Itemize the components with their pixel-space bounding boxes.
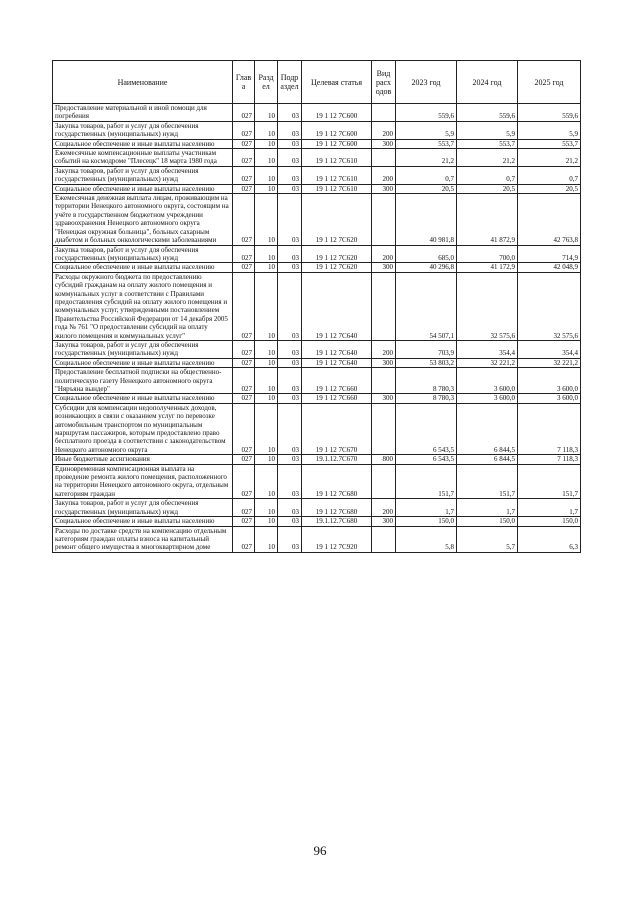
cell-vid bbox=[372, 403, 396, 454]
cell-podrazdel: 03 bbox=[278, 184, 302, 193]
cell-2025: 7 118,3 bbox=[518, 455, 581, 464]
table-row bbox=[53, 455, 581, 464]
cell-2024: 559,6 bbox=[457, 104, 518, 122]
cell-glava: 027 bbox=[233, 358, 255, 367]
cell-vid bbox=[372, 149, 396, 167]
header-2023: 2023 год bbox=[396, 61, 457, 104]
cell-razdel: 10 bbox=[255, 455, 278, 464]
cell-podrazdel: 03 bbox=[278, 263, 302, 272]
cell-podrazdel: 03 bbox=[278, 499, 302, 517]
cell-2024: 32 221,2 bbox=[457, 358, 518, 367]
cell-razdel: 10 bbox=[255, 464, 278, 499]
cell-vid bbox=[372, 104, 396, 122]
table-header-row bbox=[53, 61, 581, 104]
cell-2024: 21,2 bbox=[457, 149, 518, 167]
page-number: 96 bbox=[313, 843, 327, 858]
table-row bbox=[53, 358, 581, 367]
cell-podrazdel: 03 bbox=[278, 368, 302, 394]
cell-2024: 3 600,0 bbox=[457, 368, 518, 394]
cell-2024: 5,9 bbox=[457, 121, 518, 139]
cell-podrazdel: 03 bbox=[278, 139, 302, 148]
cell-podrazdel: 03 bbox=[278, 358, 302, 367]
cell-vid bbox=[372, 194, 396, 245]
cell-name: Социальное обеспечение и иные выплаты населению bbox=[53, 184, 233, 193]
cell-glava: 027 bbox=[233, 368, 255, 394]
cell-2023: 40 296,8 bbox=[396, 263, 457, 272]
cell-name: Расходы по доставке средств на компенсацию отдельным категориям граждан оплаты взноса на капитальный ремонт общего имущества в многоквартирном доме bbox=[53, 526, 233, 552]
cell-glava: 027 bbox=[233, 184, 255, 193]
cell-statya: 19 1 12 7С920 bbox=[302, 526, 372, 552]
cell-razdel: 10 bbox=[255, 499, 278, 517]
cell-vid bbox=[372, 464, 396, 499]
cell-vid: 300 bbox=[372, 358, 396, 367]
cell-statya: 19.1.12.7С680 bbox=[302, 517, 372, 526]
cell-2024: 5,7 bbox=[457, 526, 518, 552]
header-2025: 2025 год bbox=[518, 61, 581, 104]
cell-podrazdel: 03 bbox=[278, 403, 302, 454]
cell-razdel: 10 bbox=[255, 517, 278, 526]
cell-statya: 19 1 12 7С680 bbox=[302, 499, 372, 517]
cell-statya: 19 1 12 7С670 bbox=[302, 403, 372, 454]
cell-2025: 559,6 bbox=[518, 104, 581, 122]
cell-name: Закупка товаров, работ и услуг для обеспечения государственных (муниципальных) нужд bbox=[53, 499, 233, 517]
cell-2024: 6 844,5 bbox=[457, 403, 518, 454]
cell-2023: 8 780,3 bbox=[396, 394, 457, 403]
cell-2023: 703,9 bbox=[396, 340, 457, 358]
cell-2024: 553,7 bbox=[457, 139, 518, 148]
cell-2025: 151,7 bbox=[518, 464, 581, 499]
cell-2025: 0,7 bbox=[518, 166, 581, 184]
cell-name: Предоставление материальной и иной помощи для погребения bbox=[53, 104, 233, 122]
table-row bbox=[53, 139, 581, 148]
cell-razdel: 10 bbox=[255, 340, 278, 358]
cell-name: Закупка товаров, работ и услуг для обеспечения государственных (муниципальных) нужд bbox=[53, 121, 233, 139]
cell-2024: 700,0 bbox=[457, 245, 518, 263]
cell-2023: 6 543,5 bbox=[396, 455, 457, 464]
cell-vid: 300 bbox=[372, 517, 396, 526]
cell-podrazdel: 03 bbox=[278, 104, 302, 122]
table-row bbox=[53, 340, 581, 358]
cell-statya: 19 1 12 7С610 bbox=[302, 184, 372, 193]
cell-2023: 5,9 bbox=[396, 121, 457, 139]
cell-vid: 300 bbox=[372, 139, 396, 148]
cell-statya: 19 1 12 7С640 bbox=[302, 358, 372, 367]
cell-vid bbox=[372, 526, 396, 552]
cell-glava: 027 bbox=[233, 340, 255, 358]
header-vid: Вид расх одов bbox=[372, 61, 396, 104]
cell-glava: 027 bbox=[233, 149, 255, 167]
cell-2025: 42 048,9 bbox=[518, 263, 581, 272]
cell-glava: 027 bbox=[233, 517, 255, 526]
cell-glava: 027 bbox=[233, 272, 255, 340]
cell-podrazdel: 03 bbox=[278, 464, 302, 499]
cell-vid: 200 bbox=[372, 340, 396, 358]
cell-2024: 1,7 bbox=[457, 499, 518, 517]
cell-2023: 559,6 bbox=[396, 104, 457, 122]
cell-name: Субсидии для компенсации недополученных доходов, возникающих в связи с оказанием услуг по перевозке автомобильным транспортом по муниципальным маршрутам пассажиров, которым предоставлено право бесплатного проезда в соответствии с законодательством Ненецкого автономного округа bbox=[53, 403, 233, 454]
cell-2025: 5,9 bbox=[518, 121, 581, 139]
cell-statya: 19 1 12 7С620 bbox=[302, 245, 372, 263]
cell-2024: 41 872,9 bbox=[457, 194, 518, 245]
cell-razdel: 10 bbox=[255, 368, 278, 394]
cell-2025: 21,2 bbox=[518, 149, 581, 167]
header-2024: 2024 год bbox=[457, 61, 518, 104]
table-row bbox=[53, 194, 581, 245]
cell-name: Единовременная компенсационная выплата на проведение ремонта жилого помещения, расположенного на территории Ненецкого автономного округа, отдельным категориям граждан bbox=[53, 464, 233, 499]
table-row bbox=[53, 394, 581, 403]
cell-glava: 027 bbox=[233, 245, 255, 263]
cell-name: Социальное обеспечение и иные выплаты населению bbox=[53, 139, 233, 148]
cell-razdel: 10 bbox=[255, 104, 278, 122]
cell-podrazdel: 03 bbox=[278, 245, 302, 263]
cell-name: Закупка товаров, работ и услуг для обеспечения государственных (муниципальных) нужд bbox=[53, 340, 233, 358]
cell-glava: 027 bbox=[233, 499, 255, 517]
cell-2024: 354,4 bbox=[457, 340, 518, 358]
table-row bbox=[53, 184, 581, 193]
budget-table-container bbox=[52, 60, 580, 553]
header-statya: Целевая статья bbox=[302, 61, 372, 104]
cell-name: Закупка товаров, работ и услуг для обеспечения государственных (муниципальных) нужд bbox=[53, 245, 233, 263]
cell-statya: 19 1 12 7С660 bbox=[302, 394, 372, 403]
cell-2025: 20,5 bbox=[518, 184, 581, 193]
cell-podrazdel: 03 bbox=[278, 455, 302, 464]
cell-razdel: 10 bbox=[255, 166, 278, 184]
table-row bbox=[53, 464, 581, 499]
cell-razdel: 10 bbox=[255, 403, 278, 454]
table-row bbox=[53, 166, 581, 184]
header-podrazdel: Подр аздел bbox=[278, 61, 302, 104]
cell-razdel: 10 bbox=[255, 358, 278, 367]
cell-2024: 3 600,0 bbox=[457, 394, 518, 403]
cell-glava: 027 bbox=[233, 139, 255, 148]
cell-podrazdel: 03 bbox=[278, 517, 302, 526]
cell-vid: 300 bbox=[372, 184, 396, 193]
cell-statya: 19 1 12 7С620 bbox=[302, 263, 372, 272]
cell-statya: 19 1 12 7С660 bbox=[302, 368, 372, 394]
cell-2023: 553,7 bbox=[396, 139, 457, 148]
budget-table bbox=[52, 60, 581, 553]
table-row bbox=[53, 368, 581, 394]
cell-name: Иные бюджетные ассигнования bbox=[53, 455, 233, 464]
cell-name: Закупка товаров, работ и услуг для обеспечения государственных (муниципальных) нужд bbox=[53, 166, 233, 184]
cell-2023: 53 803,2 bbox=[396, 358, 457, 367]
cell-name: Социальное обеспечение и иные выплаты населению bbox=[53, 394, 233, 403]
cell-name: Социальное обеспечение и иные выплаты населению bbox=[53, 263, 233, 272]
cell-vid: 300 bbox=[372, 394, 396, 403]
cell-vid: 200 bbox=[372, 166, 396, 184]
cell-razdel: 10 bbox=[255, 263, 278, 272]
cell-2023: 8 780,3 bbox=[396, 368, 457, 394]
cell-razdel: 10 bbox=[255, 194, 278, 245]
cell-2025: 32 221,2 bbox=[518, 358, 581, 367]
cell-2023: 20,5 bbox=[396, 184, 457, 193]
cell-podrazdel: 03 bbox=[278, 272, 302, 340]
cell-vid: 300 bbox=[372, 263, 396, 272]
cell-name: Ежемесячные компенсационные выплаты участникам событий на космодроме "Плесецк" 18 марта 1980 года bbox=[53, 149, 233, 167]
cell-2025: 150,0 bbox=[518, 517, 581, 526]
cell-name: Расходы окружного бюджета по предоставлению субсидий гражданам на оплату жилого помещения и коммунальных услуг в соответствии с Правилами предоставления субсидий на оплату жилого помещения и коммунальных услуг, утвержденными постановлением Правительства Российской Федерации от 14 декабря 2005 года № 761 "О предоставлении субсидий на оплату жилого помещения и коммунальных услуг" bbox=[53, 272, 233, 340]
cell-podrazdel: 03 bbox=[278, 394, 302, 403]
cell-2023: 685,0 bbox=[396, 245, 457, 263]
table-row bbox=[53, 263, 581, 272]
table-row bbox=[53, 526, 581, 552]
cell-2024: 32 575,6 bbox=[457, 272, 518, 340]
cell-2024: 150,0 bbox=[457, 517, 518, 526]
cell-2025: 1,7 bbox=[518, 499, 581, 517]
cell-2025: 32 575,6 bbox=[518, 272, 581, 340]
cell-name: Социальное обеспечение и иные выплаты населению bbox=[53, 358, 233, 367]
cell-statya: 19 1 12 7С680 bbox=[302, 464, 372, 499]
cell-2024: 41 172,9 bbox=[457, 263, 518, 272]
cell-vid: 200 bbox=[372, 499, 396, 517]
table-row bbox=[53, 121, 581, 139]
cell-statya: 19 1 12 7С610 bbox=[302, 166, 372, 184]
cell-razdel: 10 bbox=[255, 526, 278, 552]
cell-vid bbox=[372, 368, 396, 394]
cell-2023: 1,7 bbox=[396, 499, 457, 517]
cell-2023: 150,0 bbox=[396, 517, 457, 526]
header-glava: Глав а bbox=[233, 61, 255, 104]
cell-name: Социальное обеспечение и иные выплаты населению bbox=[53, 517, 233, 526]
cell-glava: 027 bbox=[233, 403, 255, 454]
cell-razdel: 10 bbox=[255, 149, 278, 167]
table-row bbox=[53, 499, 581, 517]
header-name: Наименование bbox=[53, 61, 233, 104]
cell-2024: 151,7 bbox=[457, 464, 518, 499]
cell-2023: 0,7 bbox=[396, 166, 457, 184]
cell-glava: 027 bbox=[233, 104, 255, 122]
cell-name: Ежемесячная денежная выплата лицам, проживающим на территории Ненецкого автономного округа, состоящим на учёте в государственном бюджетном учреждении здравоохранения Ненецкого автономного округа "Ненецкая окружная больница", больных сахарным диабетом и больных онкологическими заболеваниями bbox=[53, 194, 233, 245]
cell-2025: 3 600,0 bbox=[518, 368, 581, 394]
table-row bbox=[53, 403, 581, 454]
cell-glava: 027 bbox=[233, 464, 255, 499]
cell-podrazdel: 03 bbox=[278, 121, 302, 139]
header-razdel: Разд ел bbox=[255, 61, 278, 104]
cell-2023: 5,8 bbox=[396, 526, 457, 552]
cell-2023: 6 543,5 bbox=[396, 403, 457, 454]
cell-statya: 19 1 12 7С610 bbox=[302, 149, 372, 167]
cell-2023: 40 981,8 bbox=[396, 194, 457, 245]
cell-vid: 200 bbox=[372, 121, 396, 139]
cell-razdel: 10 bbox=[255, 394, 278, 403]
cell-2025: 553,7 bbox=[518, 139, 581, 148]
cell-2023: 21,2 bbox=[396, 149, 457, 167]
cell-glava: 027 bbox=[233, 121, 255, 139]
cell-statya: 19 1 12 7С600 bbox=[302, 121, 372, 139]
table-row bbox=[53, 104, 581, 122]
cell-glava: 027 bbox=[233, 166, 255, 184]
cell-2025: 7 118,3 bbox=[518, 403, 581, 454]
cell-statya: 19 1 12 7С640 bbox=[302, 272, 372, 340]
cell-statya: 19 1 12 7С600 bbox=[302, 104, 372, 122]
table-row bbox=[53, 517, 581, 526]
cell-2025: 354,4 bbox=[518, 340, 581, 358]
cell-razdel: 10 bbox=[255, 139, 278, 148]
cell-podrazdel: 03 bbox=[278, 340, 302, 358]
cell-glava: 027 bbox=[233, 455, 255, 464]
table-row bbox=[53, 149, 581, 167]
cell-razdel: 10 bbox=[255, 245, 278, 263]
cell-vid bbox=[372, 272, 396, 340]
cell-razdel: 10 bbox=[255, 272, 278, 340]
cell-vid: 800 bbox=[372, 455, 396, 464]
table-row bbox=[53, 245, 581, 263]
cell-podrazdel: 03 bbox=[278, 149, 302, 167]
cell-glava: 027 bbox=[233, 526, 255, 552]
cell-razdel: 10 bbox=[255, 184, 278, 193]
cell-name: Предоставление бесплатной подписки на общественно-политическую газету Ненецкого автономного округа "Няръяна вындер" bbox=[53, 368, 233, 394]
cell-2023: 151,7 bbox=[396, 464, 457, 499]
cell-statya: 19 1 12 7С600 bbox=[302, 139, 372, 148]
cell-glava: 027 bbox=[233, 263, 255, 272]
cell-podrazdel: 03 bbox=[278, 194, 302, 245]
cell-statya: 19 1 12 7С620 bbox=[302, 194, 372, 245]
cell-2025: 3 600,0 bbox=[518, 394, 581, 403]
cell-razdel: 10 bbox=[255, 121, 278, 139]
cell-podrazdel: 03 bbox=[278, 166, 302, 184]
cell-2024: 20,5 bbox=[457, 184, 518, 193]
cell-podrazdel: 03 bbox=[278, 526, 302, 552]
cell-vid: 200 bbox=[372, 245, 396, 263]
cell-2025: 42 763,8 bbox=[518, 194, 581, 245]
cell-statya: 19 1 12 7С640 bbox=[302, 340, 372, 358]
cell-2023: 54 507,1 bbox=[396, 272, 457, 340]
cell-statya: 19.1.12.7С670 bbox=[302, 455, 372, 464]
cell-glava: 027 bbox=[233, 194, 255, 245]
cell-2025: 6,3 bbox=[518, 526, 581, 552]
cell-glava: 027 bbox=[233, 394, 255, 403]
cell-2024: 0,7 bbox=[457, 166, 518, 184]
cell-2025: 714,9 bbox=[518, 245, 581, 263]
cell-2024: 6 844,5 bbox=[457, 455, 518, 464]
table-row bbox=[53, 272, 581, 340]
